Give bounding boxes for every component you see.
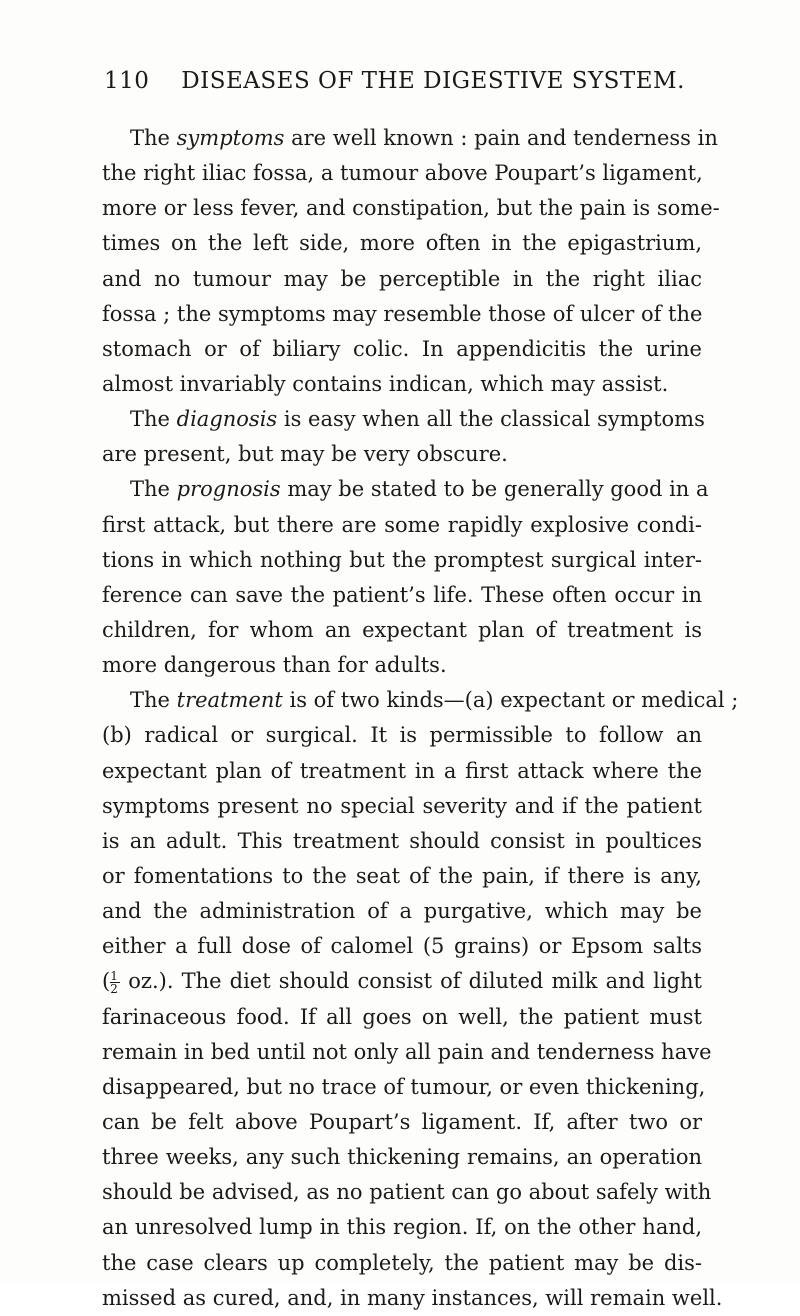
text-line: missed as cured, and, in many instances, will remain well. [102,1285,723,1310]
text-line: ference can save the patient’s life. These often occur in [102,582,702,607]
text-line: can be felt above Poupart’s ligament. If, after two or [102,1109,702,1134]
text-line: more dangerous than for adults. [102,653,447,678]
text-line: symptoms present no special severity and if the patient [102,793,702,818]
text-line: The prognosis may be stated to be generally good in a [130,477,709,502]
text-line: three weeks, any such thickening remains, an operation [102,1145,702,1170]
text-line: children, for whom an expectant plan of treatment is [102,617,702,642]
text-line: ( $\frac{1}{2}$ oz.). The diet should consist of diluted milk and light [102,969,702,997]
text-line: The diagnosis is easy when all the classical symptoms [130,407,705,432]
text-line: The symptoms are well known : pain and tenderness in [130,126,718,150]
text-line: an unresolved lump in this region. If, on the other hand, [102,1215,702,1240]
text-line: fossa ; the symptoms may resemble those of ulcer of the [102,301,703,326]
fraction-half: $\frac{1}{2}$ [110,970,120,995]
emphasis: diagnosis [176,407,278,432]
text-line: or fomentations to the seat of the pain, if there is any, [102,863,702,888]
text-line: either a full dose of calomel (5 grains) or Epsom salts [102,934,702,959]
text-line: should be advised, as no patient can go about safely with [102,1180,712,1205]
text-line: disappeared, but no trace of tumour, or even thickening, [102,1074,706,1099]
text-line: (b) radical or surgical. It is permissible to follow an [102,723,702,748]
text-line: the case clears up completely, the patient may be dis- [102,1250,702,1275]
text-line: the right iliac fossa, a tumour above Poupart’s ligament, [102,161,703,186]
text-line: expectant plan of treatment in a first attack where the [102,758,702,783]
text-line: remain in bed until not only all pain and tenderness have [102,1039,712,1064]
text-line: stomach or of biliary colic. In appendicitis the urine [102,336,702,361]
text-line: first attack, but there are some rapidly explosive condi- [102,512,702,537]
text-line: tions in which nothing but the promptest surgical inter- [102,547,702,572]
text-line: are present, but may be very obscure. [102,442,508,467]
text-line: and no tumour may be perceptible in the right iliac [102,266,702,291]
text-line: times on the left side, more often in the epigastrium, [102,231,702,256]
text-line: more or less fever, and constipation, but the pain is some- [102,196,720,221]
text-line: farinaceous food. If all goes on well, the patient must [102,1004,702,1029]
running-title: DISEASES OF THE DIGESTIVE SYSTEM. [181,68,685,94]
text-line: is an adult. This treatment should consist in poultices [102,828,702,853]
text-line: almost invariably contains indican, which may assist. [102,371,669,396]
body-text [102,121,739,1316]
text-line: and the administration of a purgative, which may be [102,899,702,924]
page-number: 110 [104,68,150,94]
page-header [104,68,684,104]
emphasis: symptoms [176,126,285,150]
emphasis: prognosis [176,477,281,502]
emphasis: treatment [176,688,283,713]
text-line: The treatment is of two kinds—(a) expectant or medical ; [130,688,739,713]
